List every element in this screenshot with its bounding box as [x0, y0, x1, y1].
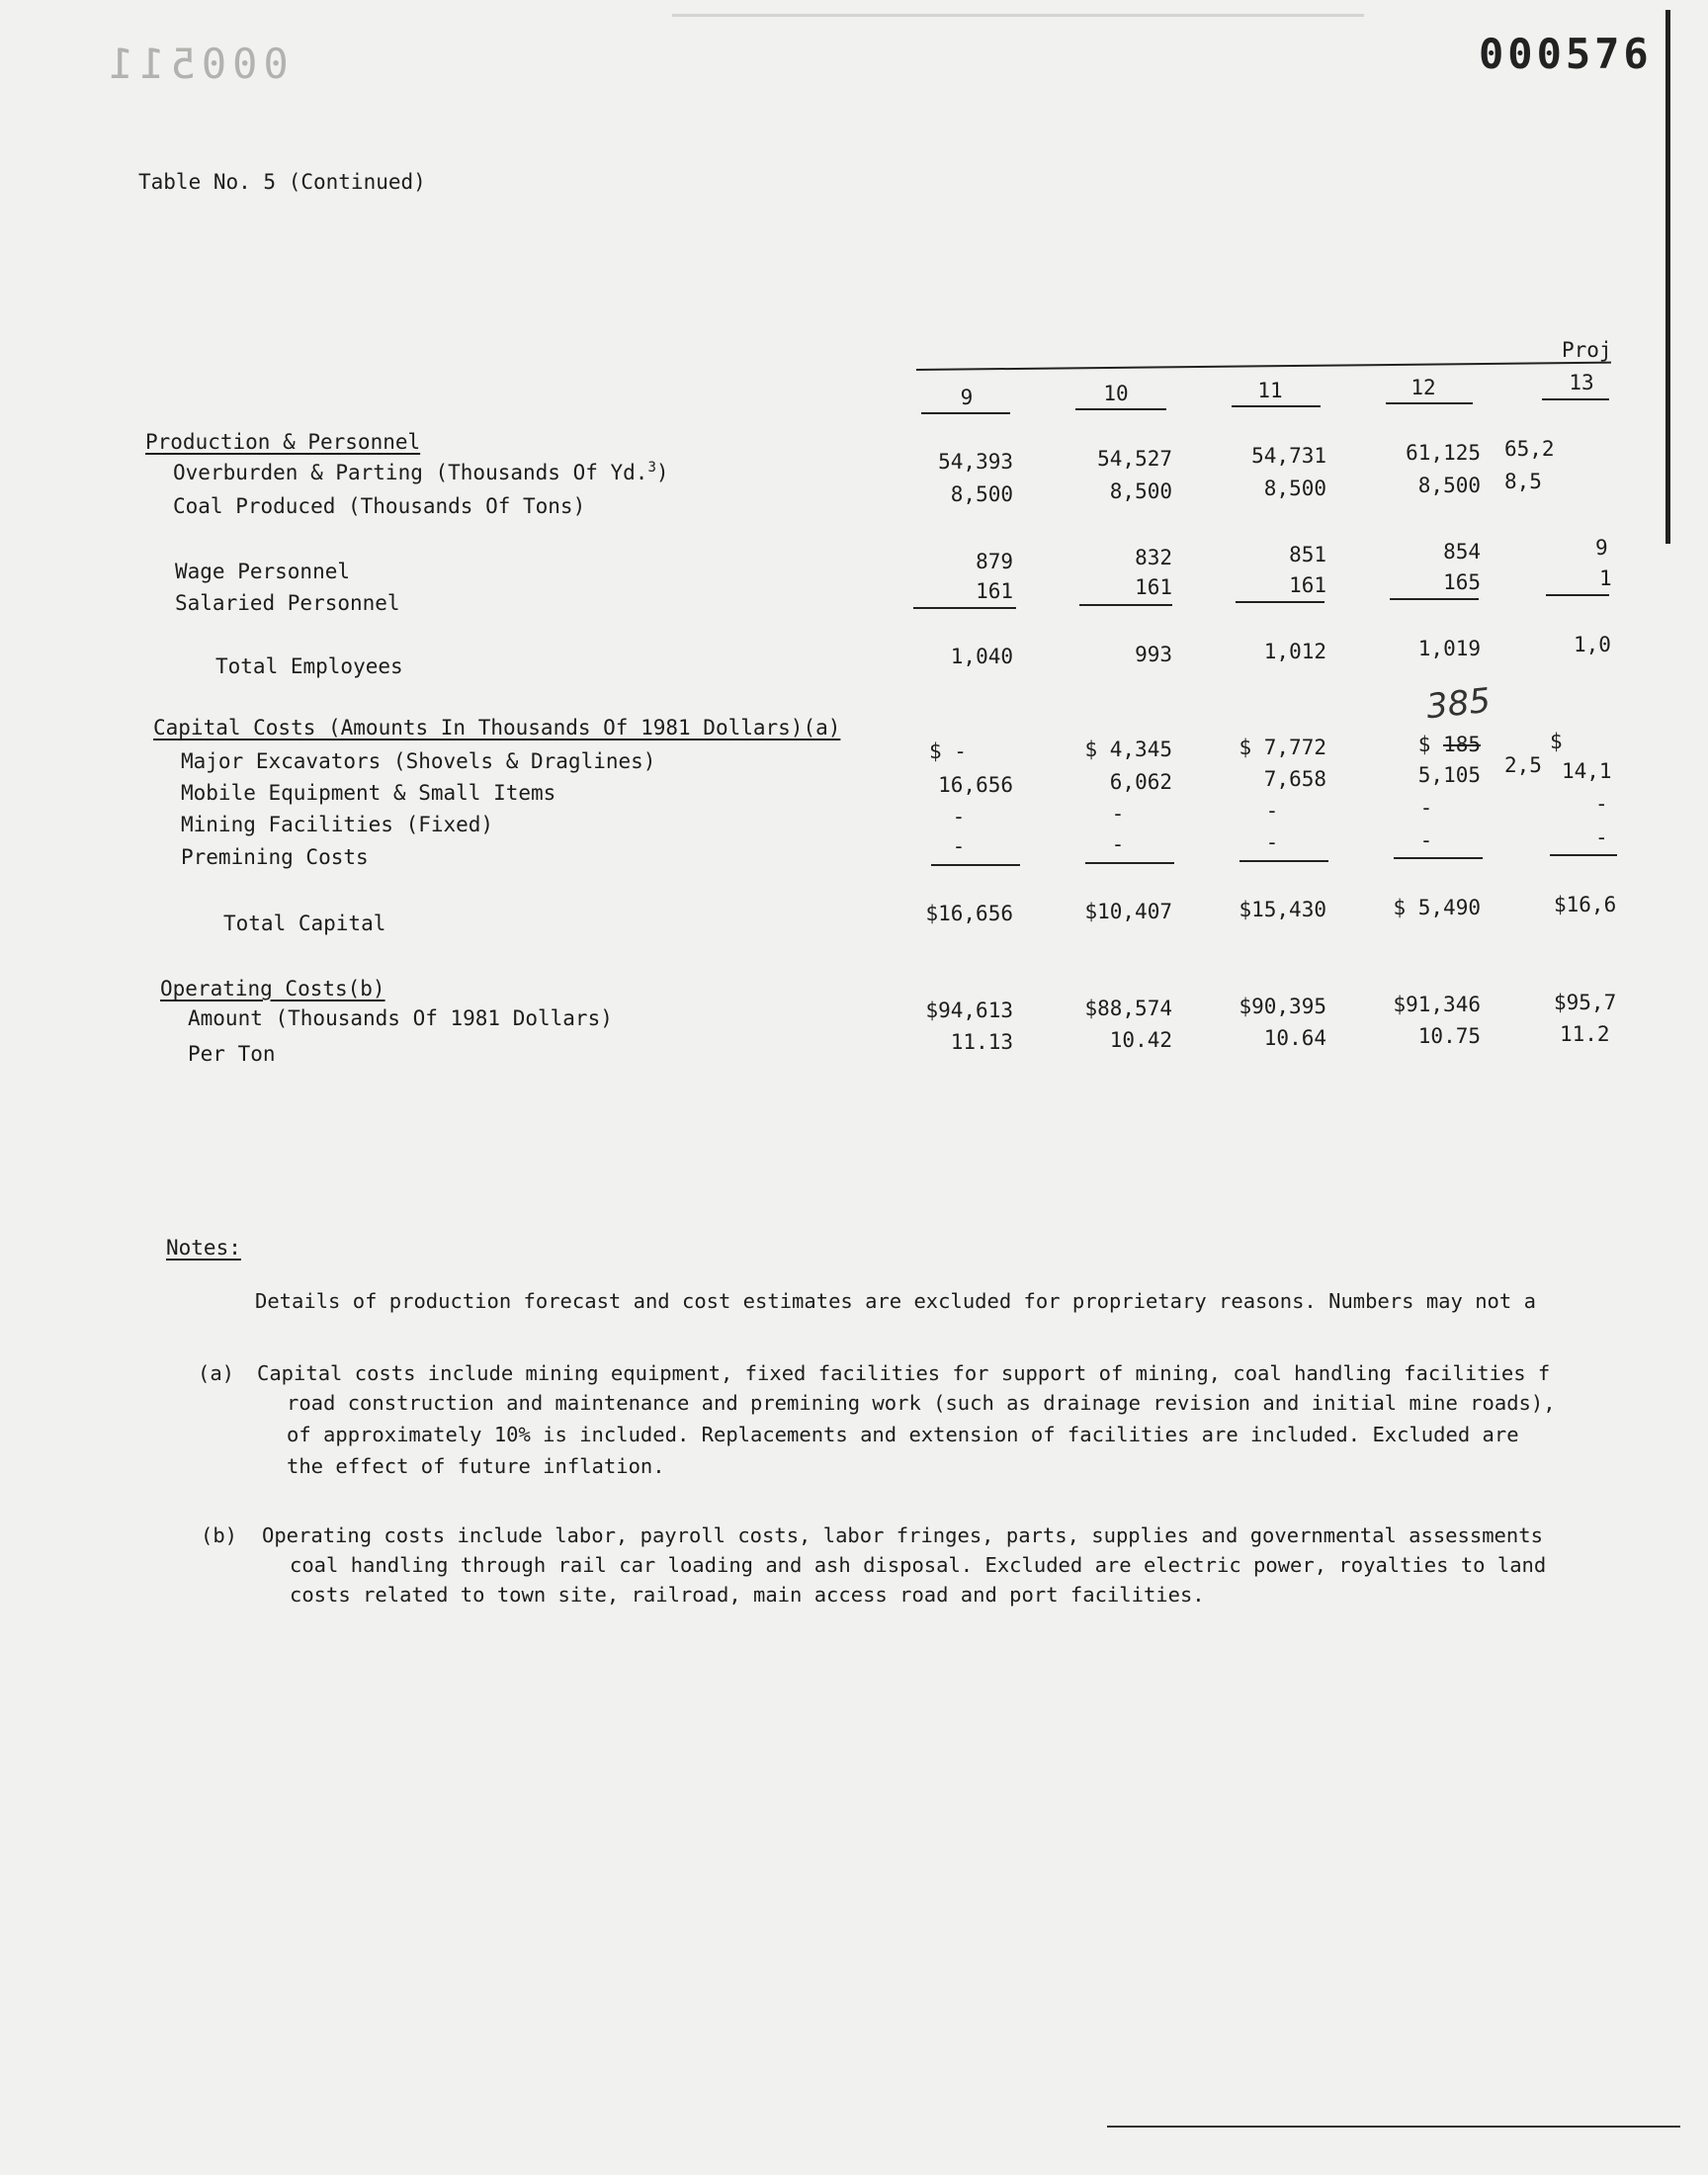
year-underline — [921, 412, 1010, 414]
cell-facilities-13: - — [1595, 792, 1608, 816]
note-b-line: Operating costs include labor, payroll costs, labor fringes, parts, supplies and governmental assessments — [262, 1523, 1543, 1547]
cell-total-capital-9: $16,656 — [925, 902, 1013, 925]
cell-overburden-13: 65,2 — [1504, 437, 1555, 461]
note-b-clip — [262, 1520, 1631, 1628]
row-label-premining: Premining Costs — [181, 845, 369, 869]
row-label-wage: Wage Personnel — [175, 560, 351, 583]
cell-salaried-13: 1 — [1599, 566, 1612, 590]
cell-overburden-9: 54,393 — [938, 450, 1013, 474]
cell-salaried-9: 161 — [976, 579, 1013, 603]
cell-premining-9: - — [952, 834, 966, 858]
section-heading-capital: Capital Costs (Amounts In Thousands Of 1981 Dollars)(a) — [153, 716, 841, 740]
notes-intro-clip — [255, 1285, 1629, 1325]
cell-overburden-11: 54,731 — [1251, 444, 1326, 468]
notes-intro: Details of production forecast and cost estimates are excluded for proprietary reasons. Numbers may not a — [255, 1289, 1536, 1313]
year-header-9: 9 — [960, 386, 974, 409]
cell-facilities-10: - — [1111, 802, 1125, 826]
row-label-per-ton: Per Ton — [188, 1042, 276, 1066]
cell-overburden-12: 61,125 — [1406, 441, 1481, 465]
note-a-line: of approximately 10% is included. Replacements and extension of facilities are included. Excluded are — [287, 1423, 1519, 1446]
cell-wage-13: 9 — [1595, 536, 1608, 560]
cell-salaried-10: 161 — [1135, 575, 1172, 599]
cell-per-ton-9: 11.13 — [950, 1030, 1013, 1054]
proj-header: Proj — [1562, 338, 1612, 362]
cell-coal-9: 8,500 — [950, 482, 1013, 506]
cell-per-ton-13: 11.2 — [1560, 1022, 1610, 1046]
cell-mobile-9: 16,656 — [938, 773, 1013, 797]
cell-excavators-13: $ 2,5 — [1504, 730, 1563, 777]
row-label-amount: Amount (Thousands Of 1981 Dollars) — [188, 1006, 613, 1030]
subtotal-rule — [1239, 860, 1328, 862]
year-header-13: 13 — [1569, 371, 1594, 394]
cell-amount-11: $90,395 — [1238, 995, 1326, 1018]
cell-amount-13: $95,7 — [1554, 991, 1617, 1014]
subtotal-rule — [931, 864, 1020, 866]
cell-per-ton-11: 10.64 — [1263, 1026, 1326, 1050]
subtotal-rule — [1079, 604, 1172, 606]
year-header-10: 10 — [1103, 382, 1129, 405]
header-rule — [916, 362, 1611, 371]
subtotal-rule — [1085, 862, 1174, 864]
cell-salaried-11: 161 — [1289, 573, 1326, 597]
cell-mobile-11: 7,658 — [1263, 767, 1326, 791]
year-header-12: 12 — [1410, 376, 1436, 399]
row-label-overburden: Overburden & Parting (Thousands Of Yd.$^3$) — [173, 460, 669, 484]
note-a-line: the effect of future inflation. — [287, 1454, 665, 1478]
handwritten-correction: 385 — [1424, 680, 1493, 728]
subtotal-rule — [1236, 601, 1324, 603]
cell-total-capital-13: $16,6 — [1554, 893, 1617, 916]
row-label-coal: Coal Produced (Thousands Of Tons) — [173, 494, 586, 518]
cell-per-ton-10: 10.42 — [1109, 1028, 1172, 1052]
cell-premining-10: - — [1111, 832, 1125, 856]
cell-coal-12: 8,500 — [1417, 474, 1481, 497]
subtotal-rule — [1550, 854, 1617, 856]
mirrored-bates-stamp: 000511 — [103, 40, 289, 88]
cell-amount-10: $88,574 — [1084, 997, 1172, 1020]
subtotal-rule — [1394, 857, 1483, 859]
cell-total-emp-12: 1,019 — [1417, 637, 1481, 660]
year-header-11: 11 — [1257, 379, 1283, 402]
note-a-line: road construction and maintenance and premining work (such as drainage revision and initial mine roads), — [287, 1391, 1556, 1415]
cell-total-capital-12: $ 5,490 — [1393, 896, 1481, 919]
cell-overburden-10: 54,527 — [1097, 447, 1172, 471]
cell-per-ton-12: 10.75 — [1417, 1024, 1481, 1048]
cell-wage-10: 832 — [1135, 546, 1172, 569]
scan-artifact-line — [672, 14, 1364, 17]
subtotal-rule — [1546, 594, 1609, 596]
cell-excavators-11: $ 7,772 — [1238, 736, 1326, 759]
row-label-total-capital: Total Capital — [223, 912, 386, 935]
year-underline — [1542, 398, 1609, 400]
year-underline — [1232, 405, 1321, 407]
cell-wage-9: 879 — [976, 550, 1013, 573]
cell-coal-13: 8,5 — [1504, 470, 1542, 493]
cell-total-emp-9: 1,040 — [950, 645, 1013, 668]
cell-excavators-9: $ - — [929, 740, 967, 763]
year-underline — [1075, 408, 1166, 410]
cell-total-capital-11: $15,430 — [1238, 898, 1326, 921]
cell-total-capital-10: $10,407 — [1084, 900, 1172, 923]
page-edge-shadow — [1665, 10, 1670, 544]
cell-wage-12: 854 — [1443, 540, 1481, 564]
row-label-facilities: Mining Facilities (Fixed) — [181, 813, 494, 836]
note-b-line: costs related to town site, railroad, main access road and port facilities. — [290, 1583, 1205, 1607]
cell-mobile-13: 14,1 — [1562, 759, 1612, 783]
note-b-line: coal handling through rail car loading and ash disposal. Excluded are electric power, royalties to land — [290, 1553, 1547, 1577]
cell-premining-11: - — [1265, 830, 1279, 854]
cell-facilities-12: - — [1419, 796, 1433, 820]
section-heading-operating: Operating Costs(b) — [160, 977, 385, 1000]
row-label-excavators: Major Excavators (Shovels & Draglines) — [181, 749, 656, 773]
cell-total-emp-11: 1,012 — [1263, 640, 1326, 663]
cell-excavators-12: $ 185 — [1417, 733, 1481, 756]
year-underline — [1386, 402, 1473, 404]
row-label-salaried: Salaried Personnel — [175, 591, 400, 615]
cell-mobile-10: 6,062 — [1109, 770, 1172, 794]
notes-heading: Notes: — [166, 1236, 241, 1260]
table-title: Table No. 5 (Continued) — [138, 170, 426, 194]
cell-salaried-12: 165 — [1443, 570, 1481, 594]
cell-coal-10: 8,500 — [1109, 479, 1172, 503]
note-a-clip — [257, 1357, 1631, 1496]
cell-premining-13: - — [1595, 826, 1608, 849]
cell-coal-11: 8,500 — [1263, 477, 1326, 500]
note-a-marker: (a) — [198, 1361, 235, 1385]
section-heading-production: Production & Personnel — [145, 430, 421, 454]
bates-stamp: 000576 — [1479, 30, 1653, 78]
cell-amount-12: $91,346 — [1393, 993, 1481, 1016]
cell-excavators-10: $ 4,345 — [1084, 738, 1172, 761]
cell-wage-11: 851 — [1289, 543, 1326, 566]
note-a-line: Capital costs include mining equipment, fixed facilities for support of mining, coal handling facilities f — [257, 1361, 1551, 1385]
row-label-mobile: Mobile Equipment & Small Items — [181, 781, 556, 805]
cell-total-emp-13: 1,0 — [1574, 633, 1611, 656]
note-b-marker: (b) — [201, 1523, 238, 1547]
row-label-total-employees: Total Employees — [215, 654, 403, 678]
cell-mobile-12: 5,105 — [1417, 763, 1481, 787]
cell-premining-12: - — [1419, 828, 1433, 852]
cell-amount-9: $94,613 — [925, 999, 1013, 1022]
subtotal-rule — [913, 607, 1016, 609]
subtotal-rule — [1390, 598, 1479, 600]
cell-total-emp-10: 993 — [1135, 643, 1172, 666]
cell-facilities-9: - — [952, 805, 966, 828]
cell-facilities-11: - — [1265, 799, 1279, 823]
bottom-edge-line — [1107, 2126, 1680, 2128]
